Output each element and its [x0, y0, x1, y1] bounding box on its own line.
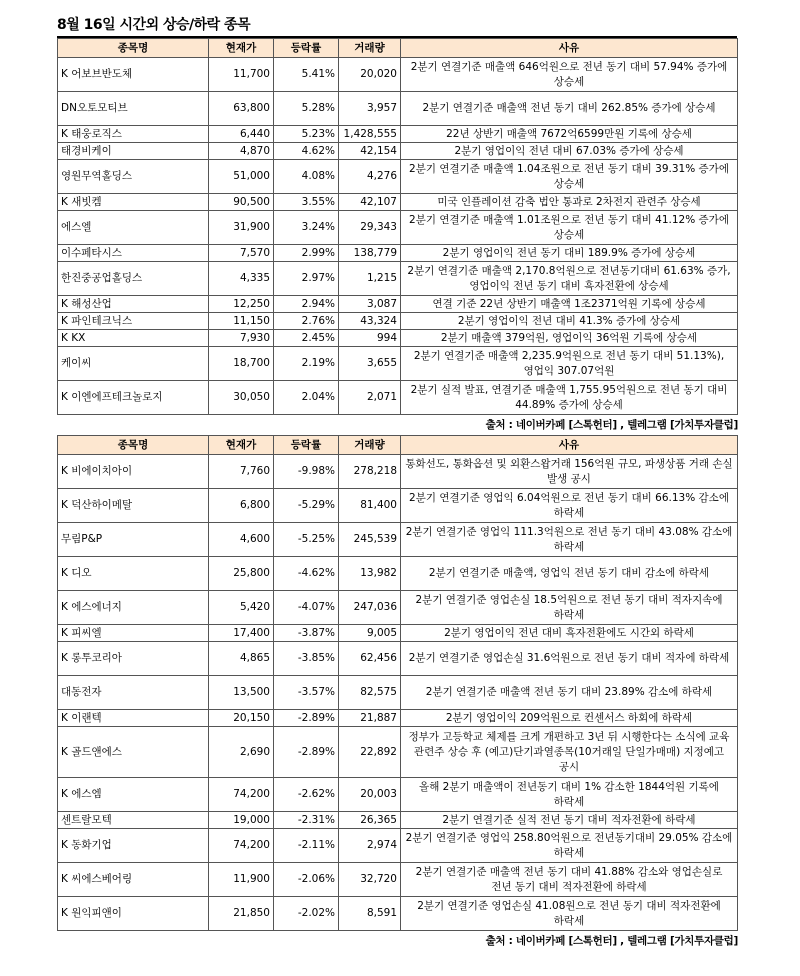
change-rate-cell: -2.11%: [274, 829, 339, 863]
stock-name-cell: K 이엔에프테크놀로지: [58, 381, 209, 415]
reason-cell: 2분기 영업이익 전년 동기 대비 189.9% 증가에 상승세: [401, 245, 738, 262]
price-cell: 18,700: [209, 347, 274, 381]
table-row: [58, 557, 738, 591]
reason-cell: 2분기 연결기준 매출액, 영업익 전년 동기 대비 감소에 하락세: [401, 557, 738, 591]
reason-cell: 올해 2분기 매출액이 전년동기 대비 1% 감소한 1844억원 기록에 하락세: [401, 778, 738, 812]
reason-cell: 정부가 고등학교 체제를 크게 개편하고 3년 뒤 시행한다는 소식에 교육 관련주 상승 후 (예고)단기과열종목(10거래일 단일가매매) 지정예고 공시: [401, 727, 738, 778]
price-cell: 30,050: [209, 381, 274, 415]
volume-cell: 9,005: [339, 625, 401, 642]
price-cell: 7,930: [209, 330, 274, 347]
table-row: [58, 489, 738, 523]
price-cell: 6,800: [209, 489, 274, 523]
reason-cell: 2분기 연결기준 매출액 1.04조원으로 전년 동기 대비 39.31% 증가에 상승세: [401, 160, 738, 194]
volume-cell: 245,539: [339, 523, 401, 557]
price-cell: 5,420: [209, 591, 274, 625]
volume-cell: 29,343: [339, 211, 401, 245]
stock-name-cell: K 동화기업: [58, 829, 209, 863]
reason-cell: 2분기 연결기준 영업익 258.80억원으로 전년동기대비 29.05% 감소에 하락세: [401, 829, 738, 863]
header-reason: 사유: [401, 436, 738, 455]
price-cell: 74,200: [209, 829, 274, 863]
table-row: [58, 296, 738, 313]
change-rate-cell: 2.04%: [274, 381, 339, 415]
table-header-row: [58, 436, 738, 455]
stock-name-cell: K 원익피앤이: [58, 897, 209, 931]
stock-name-cell: 태경비케이: [58, 143, 209, 160]
stock-name-cell: K 피씨엘: [58, 625, 209, 642]
table-row: [58, 262, 738, 296]
volume-cell: 21,887: [339, 710, 401, 727]
rising-stocks-table: [57, 38, 738, 415]
reason-cell: 2분기 연결기준 매출액 2,235.9억원으로 전년 동기 대비 51.13%), 영업익 307.07억원: [401, 347, 738, 381]
reason-cell: 2분기 연결기준 매출액 1.01조원으로 전년 동기 대비 41.12% 증가에 상승세: [401, 211, 738, 245]
reason-cell: 2분기 실적 발표, 연결기준 매출액 1,755.95억원으로 전년 동기 대비 44.89% 증가에 상승세: [401, 381, 738, 415]
header-name: 종목명: [58, 436, 209, 455]
table-row: [58, 710, 738, 727]
table-row: [58, 313, 738, 330]
table-header-row: [58, 39, 738, 58]
reason-cell: 연결 기준 22년 상반기 매출액 1조2371억원 기록에 상승세: [401, 296, 738, 313]
stock-name-cell: K 에스엠: [58, 778, 209, 812]
reason-cell: 2분기 연결기준 매출액 전년 동기 대비 23.89% 감소에 하락세: [401, 676, 738, 710]
volume-cell: 20,003: [339, 778, 401, 812]
volume-cell: 8,591: [339, 897, 401, 931]
change-rate-cell: -4.62%: [274, 557, 339, 591]
change-rate-cell: -9.98%: [274, 455, 339, 489]
table-row: [58, 330, 738, 347]
stock-name-cell: K 에스에너지: [58, 591, 209, 625]
table-row: [58, 211, 738, 245]
price-cell: 6,440: [209, 126, 274, 143]
falling-stocks-table: [57, 435, 738, 931]
volume-cell: 22,892: [339, 727, 401, 778]
table-row: [58, 897, 738, 931]
price-cell: 11,150: [209, 313, 274, 330]
price-cell: 51,000: [209, 160, 274, 194]
reason-cell: 2분기 영업이익 209억원으로 컨센서스 하회에 하락세: [401, 710, 738, 727]
price-cell: 17,400: [209, 625, 274, 642]
reason-cell: 2분기 연결기준 매출액 전년 동기 대비 262.85% 증가에 상승세: [401, 92, 738, 126]
change-rate-cell: 3.55%: [274, 194, 339, 211]
volume-cell: 4,276: [339, 160, 401, 194]
stock-name-cell: 한진중공업홀딩스: [58, 262, 209, 296]
table-row: [58, 143, 738, 160]
price-cell: 63,800: [209, 92, 274, 126]
reason-cell: 2분기 영업이익 전년 대비 흑자전환에도 시간외 하락세: [401, 625, 738, 642]
change-rate-cell: -2.89%: [274, 710, 339, 727]
table-row: [58, 642, 738, 676]
stock-name-cell: K 이랜텍: [58, 710, 209, 727]
price-cell: 31,900: [209, 211, 274, 245]
volume-cell: 1,215: [339, 262, 401, 296]
change-rate-cell: 2.94%: [274, 296, 339, 313]
reason-cell: 2분기 연결기준 영업익 111.3억원으로 전년 동기 대비 43.08% 감소에 하락세: [401, 523, 738, 557]
price-cell: 90,500: [209, 194, 274, 211]
change-rate-cell: -2.31%: [274, 812, 339, 829]
change-rate-cell: 2.45%: [274, 330, 339, 347]
stock-name-cell: K 씨에스베어링: [58, 863, 209, 897]
price-cell: 4,600: [209, 523, 274, 557]
volume-cell: 138,779: [339, 245, 401, 262]
change-rate-cell: -5.25%: [274, 523, 339, 557]
volume-cell: 994: [339, 330, 401, 347]
table-row: [58, 523, 738, 557]
change-rate-cell: 5.28%: [274, 92, 339, 126]
stock-name-cell: K 해성산업: [58, 296, 209, 313]
volume-cell: 42,154: [339, 143, 401, 160]
volume-cell: 3,655: [339, 347, 401, 381]
reason-cell: 2분기 영업이익 전년 대비 67.03% 증가에 상승세: [401, 143, 738, 160]
reason-cell: 2분기 연결기준 매출액 2,170.8억원으로 전년동기대비 61.63% 증가, 영업이익 전년 동기 대비 흑자전환에 상승세: [401, 262, 738, 296]
reason-cell: 2분기 영업이익 전년 대비 41.3% 증가에 상승세: [401, 313, 738, 330]
page-title: 8월 16일 시간외 상승/하락 종목: [57, 17, 251, 33]
price-cell: 4,865: [209, 642, 274, 676]
stock-name-cell: K KX: [58, 330, 209, 347]
table-row: [58, 160, 738, 194]
table-row: [58, 727, 738, 778]
table-row: [58, 381, 738, 415]
change-rate-cell: 5.23%: [274, 126, 339, 143]
header-price: 현재가: [209, 39, 274, 58]
price-cell: 2,690: [209, 727, 274, 778]
table-row: [58, 829, 738, 863]
price-cell: 7,570: [209, 245, 274, 262]
stock-name-cell: DN오토모티브: [58, 92, 209, 126]
table-row: [58, 194, 738, 211]
stock-name-cell: 이수페타시스: [58, 245, 209, 262]
volume-cell: 82,575: [339, 676, 401, 710]
change-rate-cell: -2.06%: [274, 863, 339, 897]
price-cell: 11,900: [209, 863, 274, 897]
table-row: [58, 591, 738, 625]
change-rate-cell: -2.89%: [274, 727, 339, 778]
stock-name-cell: K 어보브반도체: [58, 58, 209, 92]
reason-cell: 2분기 연결기준 매출액 전년 동기 대비 41.88% 감소와 영업손실로 전년 동기 대비 적자전환에 하락세: [401, 863, 738, 897]
reason-cell: 미국 인플레이션 감축 법안 통과로 2차전지 관련주 상승세: [401, 194, 738, 211]
price-cell: 19,000: [209, 812, 274, 829]
volume-cell: 2,974: [339, 829, 401, 863]
change-rate-cell: -2.02%: [274, 897, 339, 931]
price-cell: 12,250: [209, 296, 274, 313]
table-row: [58, 455, 738, 489]
change-rate-cell: 2.99%: [274, 245, 339, 262]
volume-cell: 42,107: [339, 194, 401, 211]
stock-name-cell: 에스엘: [58, 211, 209, 245]
volume-cell: 278,218: [339, 455, 401, 489]
source-note-top: 출처 : 네이버카페 [스톡헌터] , 텔레그램 [가치투자클럽]: [485, 419, 738, 431]
volume-cell: 43,324: [339, 313, 401, 330]
header-volume: 거래량: [339, 39, 401, 58]
change-rate-cell: 2.19%: [274, 347, 339, 381]
volume-cell: 20,020: [339, 58, 401, 92]
change-rate-cell: 3.24%: [274, 211, 339, 245]
stock-name-cell: 케이씨: [58, 347, 209, 381]
reason-cell: 2분기 연결기준 영업손실 18.5억원으로 전년 동기 대비 적자지속에 하락세: [401, 591, 738, 625]
price-cell: 74,200: [209, 778, 274, 812]
header-reason: 사유: [401, 39, 738, 58]
table-row: [58, 58, 738, 92]
price-cell: 21,850: [209, 897, 274, 931]
stock-name-cell: K 롱투코리아: [58, 642, 209, 676]
source-note-bottom: 출처 : 네이버카페 [스톡헌터] , 텔레그램 [가치투자클럽]: [485, 935, 738, 947]
reason-cell: 2분기 연결기준 영업익 6.04억원으로 전년 동기 대비 66.13% 감소에 하락세: [401, 489, 738, 523]
price-cell: 20,150: [209, 710, 274, 727]
change-rate-cell: 4.08%: [274, 160, 339, 194]
table-row: [58, 347, 738, 381]
reason-cell: 2분기 매출액 379억원, 영업이익 36억원 기록에 상승세: [401, 330, 738, 347]
volume-cell: 2,071: [339, 381, 401, 415]
table-row: [58, 245, 738, 262]
reason-cell: 2분기 연결기준 실적 전년 동기 대비 적자전환에 하락세: [401, 812, 738, 829]
change-rate-cell: -5.29%: [274, 489, 339, 523]
change-rate-cell: 5.41%: [274, 58, 339, 92]
stock-name-cell: 영원무역홀딩스: [58, 160, 209, 194]
price-cell: 7,760: [209, 455, 274, 489]
header-rate: 등락률: [274, 39, 339, 58]
stock-name-cell: K 골드앤에스: [58, 727, 209, 778]
price-cell: 13,500: [209, 676, 274, 710]
reason-cell: 2분기 연결기준 영업손실 31.6억원으로 전년 동기 대비 적자에 하락세: [401, 642, 738, 676]
reason-cell: 22년 상반기 매출액 7672억6599만원 기록에 상승세: [401, 126, 738, 143]
change-rate-cell: -4.07%: [274, 591, 339, 625]
table-row: [58, 863, 738, 897]
stock-name-cell: K 새빗켐: [58, 194, 209, 211]
price-cell: 4,335: [209, 262, 274, 296]
header-rate: 등락률: [274, 436, 339, 455]
change-rate-cell: -3.85%: [274, 642, 339, 676]
table-row: [58, 625, 738, 642]
change-rate-cell: 2.97%: [274, 262, 339, 296]
price-cell: 11,700: [209, 58, 274, 92]
volume-cell: 3,087: [339, 296, 401, 313]
header-volume: 거래량: [339, 436, 401, 455]
header-price: 현재가: [209, 436, 274, 455]
volume-cell: 26,365: [339, 812, 401, 829]
volume-cell: 3,957: [339, 92, 401, 126]
reason-cell: 통화선도, 통화옵션 및 외환스왑거래 156억원 규모, 파생상품 거래 손실 발생 공시: [401, 455, 738, 489]
reason-cell: 2분기 연결기준 매출액 646억원으로 전년 동기 대비 57.94% 증가에 상승세: [401, 58, 738, 92]
table-row: [58, 92, 738, 126]
volume-cell: 13,982: [339, 557, 401, 591]
stock-name-cell: K 비에이치아이: [58, 455, 209, 489]
change-rate-cell: 2.76%: [274, 313, 339, 330]
stock-name-cell: K 파인테크닉스: [58, 313, 209, 330]
volume-cell: 81,400: [339, 489, 401, 523]
stock-name-cell: K 덕산하이메탈: [58, 489, 209, 523]
change-rate-cell: -3.57%: [274, 676, 339, 710]
reason-cell: 2분기 연결기준 영업손실 41.08원으로 전년 동기 대비 적자전환에 하락세: [401, 897, 738, 931]
table-row: [58, 676, 738, 710]
change-rate-cell: -3.87%: [274, 625, 339, 642]
volume-cell: 1,428,555: [339, 126, 401, 143]
volume-cell: 247,036: [339, 591, 401, 625]
stock-name-cell: 무림P&P: [58, 523, 209, 557]
volume-cell: 32,720: [339, 863, 401, 897]
price-cell: 25,800: [209, 557, 274, 591]
stock-name-cell: K 디오: [58, 557, 209, 591]
table-row: [58, 126, 738, 143]
header-name: 종목명: [58, 39, 209, 58]
table-row: [58, 812, 738, 829]
volume-cell: 62,456: [339, 642, 401, 676]
change-rate-cell: 4.62%: [274, 143, 339, 160]
price-cell: 4,870: [209, 143, 274, 160]
table-row: [58, 778, 738, 812]
stock-name-cell: K 태웅로직스: [58, 126, 209, 143]
change-rate-cell: -2.62%: [274, 778, 339, 812]
stock-name-cell: 대동전자: [58, 676, 209, 710]
stock-name-cell: 센트랄모텍: [58, 812, 209, 829]
